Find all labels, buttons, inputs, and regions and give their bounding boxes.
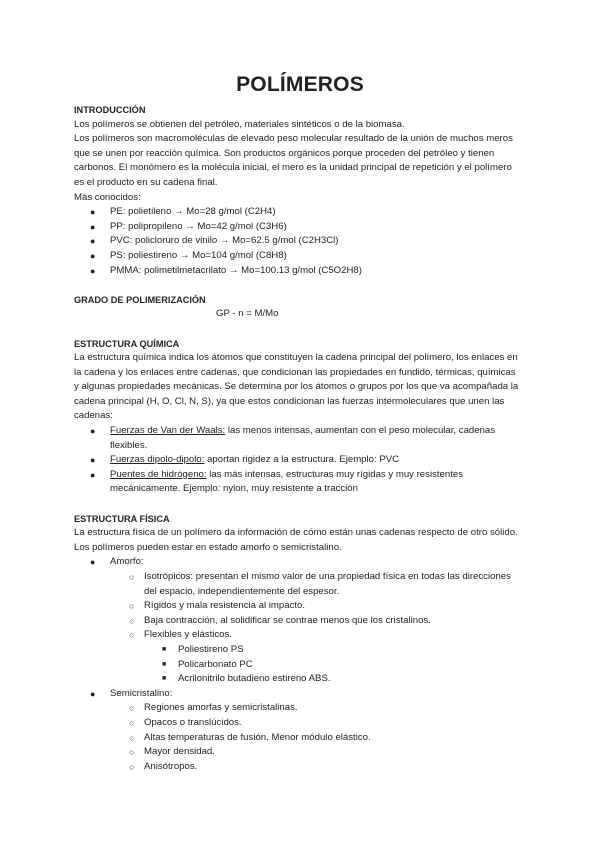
circle-bullet-icon: ○	[129, 615, 135, 626]
bullet-icon: ●	[90, 688, 96, 699]
bullet-icon: ●	[90, 426, 96, 437]
paragraph: La estructura química indica los átomos que constituyen la cadena principal del polímero, los enlaces en la cadena y los enlaces entre cadenas, que condicionan las propiedades en fundido, térmicas, químicas y algunas propiedades mecánicas. Se determina por los átomos o grupos por los que va acompañada la cadena principal (H, O, Cl, N, S), ya que estos condicionan las fuerzas intermoleculares que unen las cadenas:	[74, 352, 519, 422]
states-list	[74, 555, 520, 774]
list-item: ● PMMA: polimetilmetacrilato → Mo=100.13 g/mol (C5O2H8)	[74, 264, 520, 279]
section-estructura-quimica	[74, 337, 520, 498]
list-item: ● Fuerzas dipolo-dipolo: aportan rigidez a la estructura. Ejemplo: PVC	[74, 453, 520, 468]
list-item: ● PP: polipropileno → Mo=42 g/mol (C3H6)	[74, 220, 520, 235]
spacer	[74, 497, 520, 512]
list-item-amorfo: ● Amorfo:	[74, 555, 520, 570]
bullet-icon: ●	[90, 207, 96, 218]
circle-bullet-icon: ○	[129, 572, 135, 582]
bullet-icon: ●	[90, 455, 96, 466]
list-item: ○ Altas temperaturas de fusión. Menor módulo elástico.	[74, 731, 520, 746]
list-item: ● PE: polietileno → Mo=28 g/mol (C2H4)	[74, 205, 520, 220]
section-introduccion	[74, 103, 520, 278]
section-estructura-fisica	[74, 512, 520, 775]
section-grado	[74, 293, 520, 322]
section-heading: ESTRUCTURA FÍSICA	[74, 513, 170, 524]
polymer-list	[74, 205, 520, 278]
paragraph: Más conocidos:	[74, 191, 141, 203]
circle-bullet-icon: ○	[129, 630, 135, 641]
list-item: ■ Policarbonato PC	[74, 658, 520, 673]
section-heading: INTRODUCCIÓN	[74, 105, 146, 115]
bullet-icon: ●	[90, 469, 96, 480]
paragraph: Los polímeros se obtienen del petróleo, materiales sintéticos o de la biomasa.	[74, 118, 405, 130]
list-item: ○ Flexibles y elásticos.	[74, 628, 520, 643]
list-item-semicristalino: ● Semicristalino:	[74, 687, 520, 702]
circle-bullet-icon: ○	[129, 717, 135, 728]
bullet-icon: ●	[90, 557, 96, 568]
list-item: ○ Anisótropos.	[74, 760, 520, 775]
formula: GP - n = M/Mo	[216, 308, 279, 320]
list-item: ● PS: poliestireno → Mo=104 g/mol (C8H8)	[74, 249, 520, 264]
spacer	[74, 278, 520, 293]
circle-bullet-icon: ○	[129, 703, 135, 714]
paragraph: Los polímeros son macromoléculas de elevado peso molecular resultado de la unión de muchos meros que se unen por reacción química. Son productos orgánicos porque proceden del petróleo y tienen carbonos. El monómero es la molécula inicial, el mero es la unidad principal de repetición y el polímero es el producto en su cadena final.	[74, 133, 513, 188]
circle-bullet-icon: ○	[129, 732, 135, 743]
document-body	[74, 103, 520, 774]
page-title: POLÍMEROS	[236, 73, 364, 96]
spacer	[74, 322, 520, 337]
list-item: ○ Mayor densidad.	[74, 745, 520, 760]
list-item: ○ Baja contracción, al solidificar se contrae menos que los cristalinos.	[74, 614, 520, 629]
bullet-icon: ●	[90, 265, 96, 276]
bullet-icon: ●	[90, 221, 96, 232]
list-item: ● Puentes de hidrógeno: las más intensas, estructuras muy rígidas y muy resistentes mecánicamente. Ejemplo: nylon, muy resistente a tracción	[90, 468, 464, 495]
list-item: ● PVC: policloruro de vinilo → Mo=62.5 g/mol (C2H3Cl)	[74, 234, 520, 249]
section-heading: GRADO DE POLIMERIZACIÓN	[74, 294, 206, 305]
square-bullet-icon: ■	[162, 660, 167, 668]
paragraph: La estructura física de un polímero da información de cómo están unas cadenas respecto de otro sólido. Los polímeros pueden estar en estado amorfo o semicristalino.	[74, 527, 518, 553]
bullet-icon: ●	[90, 250, 96, 261]
list-item: ○ Opacos o translúcidos.	[74, 716, 520, 731]
list-item: ● Fuerzas de Van der Waals: las menos intensas, aumentan con el peso molecular, cadenas flexibles.	[90, 425, 496, 451]
circle-bullet-icon: ○	[129, 747, 135, 758]
circle-bullet-icon: ○	[129, 761, 135, 772]
list-item: ○ Regiones amorfas y semicristalinas.	[74, 701, 520, 716]
list-item: ○ Isotrópicos: presentan el mismo valor de una propiedad física en todas las direcciones del espacio, independientemente del espesor.	[129, 571, 511, 597]
list-item: ■ Acrilonitrilo butadieno estireno ABS.	[74, 672, 520, 687]
section-heading: ESTRUCTURA QUÍMICA	[74, 338, 180, 349]
list-item: ○ Rígidos y mala resistencia al impacto.	[74, 599, 520, 614]
bullet-icon: ●	[90, 236, 96, 247]
forces-list	[74, 424, 520, 497]
square-bullet-icon: ■	[162, 675, 167, 683]
square-bullet-icon: ■	[162, 645, 167, 653]
circle-bullet-icon: ○	[129, 601, 135, 612]
list-item: ■ Poliestireno PS	[74, 643, 520, 658]
